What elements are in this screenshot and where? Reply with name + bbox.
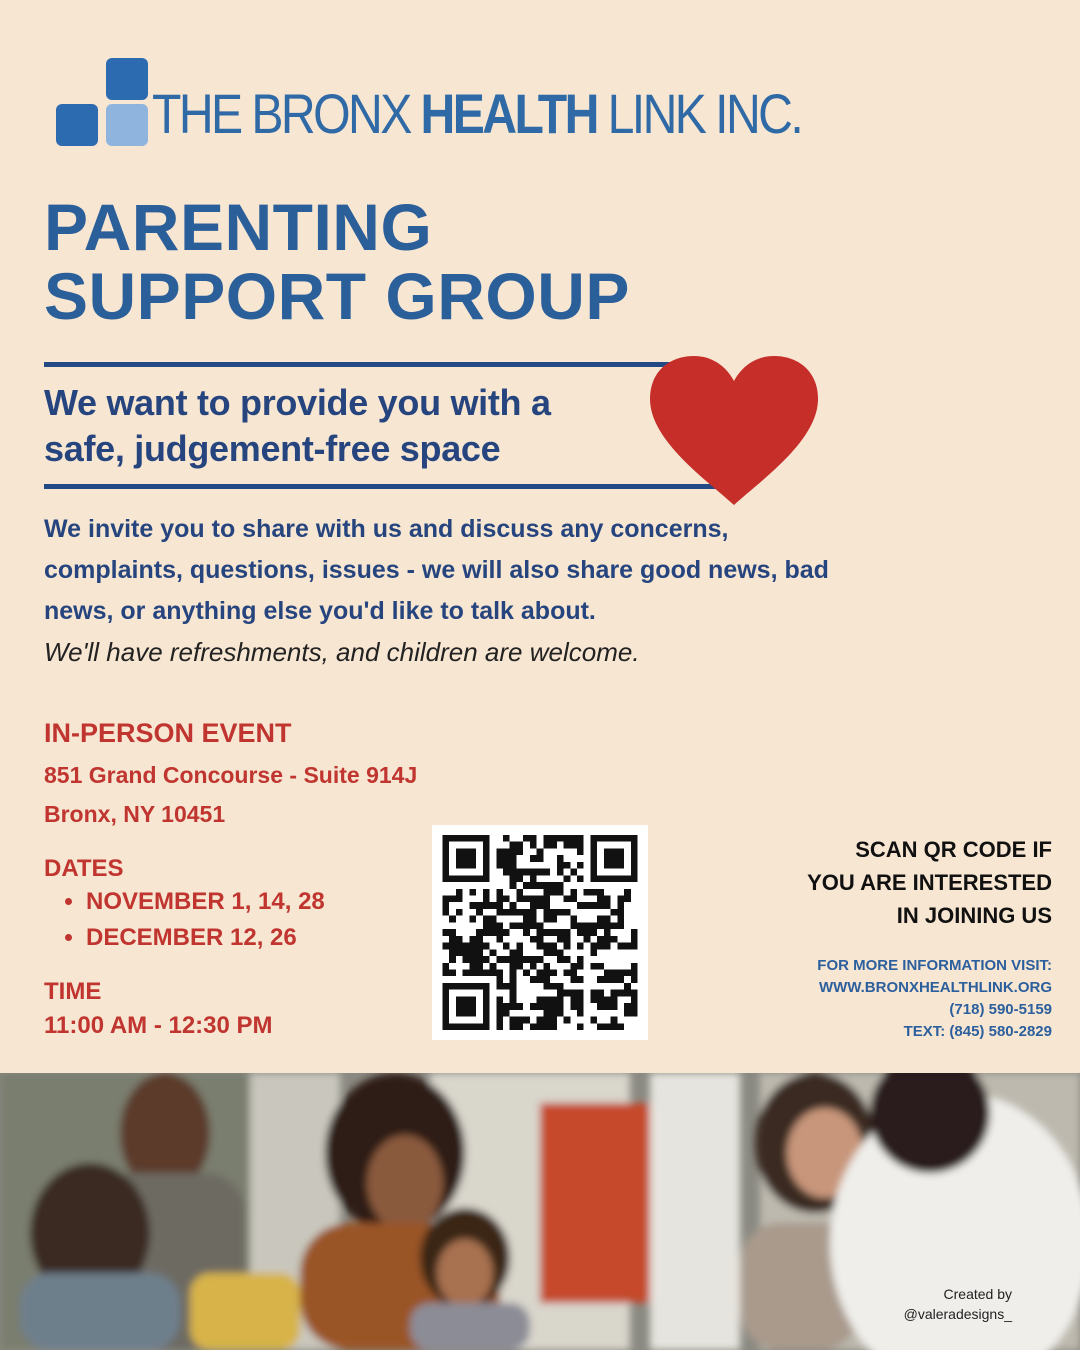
- date-item: • DECEMBER 12, 26: [86, 920, 325, 956]
- info-label: FOR MORE INFORMATION VISIT:: [817, 957, 1052, 974]
- time-value: 11:00 AM - 12:30 PM: [44, 1012, 273, 1039]
- scan-line1: SCAN QR CODE IF: [855, 837, 1052, 862]
- date-item: • NOVEMBER 1, 14, 28: [86, 884, 325, 920]
- top-divider: [44, 362, 684, 367]
- website-link[interactable]: WWW.BRONXHEALTHLINK.ORG: [818, 979, 1052, 996]
- heart-icon: [648, 355, 820, 507]
- refreshments-note: We'll have refreshments, and children are welcome.: [44, 637, 640, 667]
- scan-line3: IN JOINING US: [896, 903, 1052, 928]
- bottom-divider: [44, 484, 734, 489]
- qr-code-icon: [442, 835, 638, 1030]
- contact-info: [817, 955, 1052, 1043]
- invite-text: We invite you to share with us and discuss any concerns, complaints, questions, issues - we will also share good news, bad news, or anything else you'd like to talk about.: [44, 515, 829, 625]
- qr-code[interactable]: [432, 825, 648, 1040]
- time-label: TIME: [44, 978, 102, 1005]
- credit-handle: @valeradesigns_: [903, 1306, 1012, 1322]
- phone-number[interactable]: (718) 590-5159: [949, 1001, 1052, 1018]
- event-type-label: IN-PERSON EVENT: [44, 718, 292, 748]
- text-number[interactable]: TEXT: (845) 580-2829: [903, 1023, 1052, 1040]
- page-title-line1: PARENTING: [44, 190, 433, 264]
- tagline-line2: safe, judgement-free space: [44, 428, 501, 469]
- address-line1: 851 Grand Concourse - Suite 914J: [44, 762, 418, 788]
- dates-list: [62, 884, 325, 956]
- tagline-line1: We want to provide you with a: [44, 382, 551, 423]
- scan-instructions: [807, 833, 1052, 932]
- designer-credit: [904, 1284, 1012, 1324]
- tagline: [44, 380, 551, 472]
- logo-text: THE BRONX HEALTH LINK INC.: [152, 82, 802, 145]
- scan-line2: YOU ARE INTERESTED: [807, 870, 1052, 895]
- credit-line1: Created by: [943, 1286, 1012, 1302]
- address-line2: Bronx, NY 10451: [44, 801, 226, 827]
- page-title-line2: SUPPORT GROUP: [44, 259, 630, 333]
- dates-label: DATES: [44, 855, 124, 882]
- brand-logo: [56, 58, 802, 152]
